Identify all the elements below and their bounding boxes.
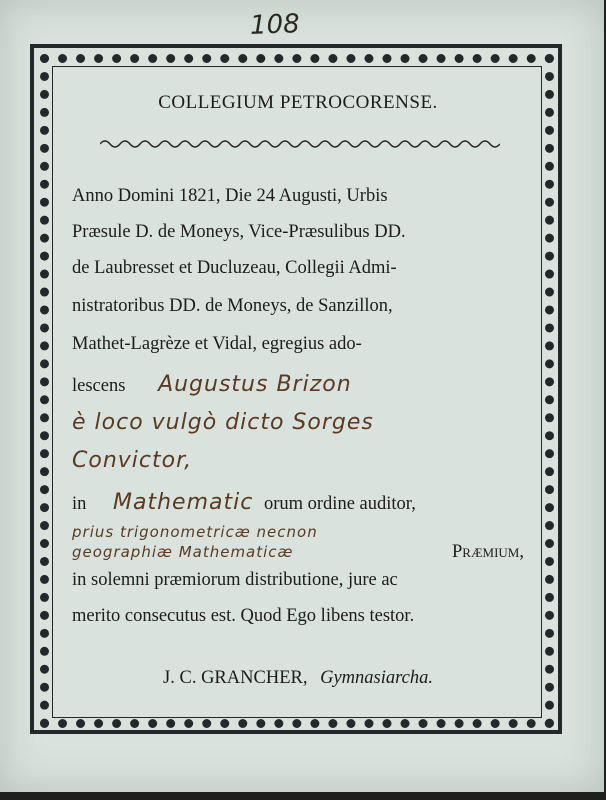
body-line-13: merito consecutus est. Quod Ego libens testor.	[72, 606, 415, 626]
handwritten-prize-1: prius trigonometricæ necnon	[72, 523, 318, 541]
body-line-4: nistratoribus DD. de Moneys, de Sanzillon,	[72, 296, 393, 316]
signature-block	[60, 668, 536, 689]
printed-praemium: Præmium,	[452, 542, 524, 562]
body-line-1: Anno Domini 1821, Die 24 Augusti, Urbis	[72, 186, 388, 206]
printed-auditor: orum ordine auditor,	[263, 494, 416, 514]
signatory-name: J. C. GRANCHER,	[163, 668, 308, 688]
body-line-9	[72, 490, 524, 522]
body-line-6	[72, 372, 524, 404]
body-line-8	[72, 448, 524, 480]
handwritten-status: Convictor,	[72, 448, 193, 473]
handwritten-origin: è loco vulgò dicto Sorges	[72, 410, 374, 435]
handwritten-subject: Mathematic	[113, 490, 254, 515]
body-line-3: de Laubresset et Ducluzeau, Collegii Admi-	[72, 258, 397, 278]
body-line-7	[72, 410, 524, 442]
body-line-2: Præsule D. de Moneys, Vice-Præsulibus DD.	[72, 222, 406, 242]
page-number: 108	[249, 9, 301, 41]
handwritten-student-name: Augustus Brizon	[158, 372, 352, 397]
handwritten-prize-2: geographiæ Mathematicæ	[72, 543, 294, 561]
body-line-12: in solemni præmiorum distributione, jure ac	[72, 570, 398, 590]
document-title: COLLEGIUM PETROCORENSE.	[158, 92, 438, 113]
body-line-11	[72, 542, 524, 570]
printed-in: in	[72, 494, 87, 514]
body-line-5: Mathet-Lagrèze et Vidal, egregius ado-	[72, 334, 362, 354]
printed-lescens: lescens	[72, 376, 126, 396]
signatory-title: Gymnasiarcha.	[320, 668, 433, 688]
decorative-wavy-rule	[100, 138, 500, 150]
